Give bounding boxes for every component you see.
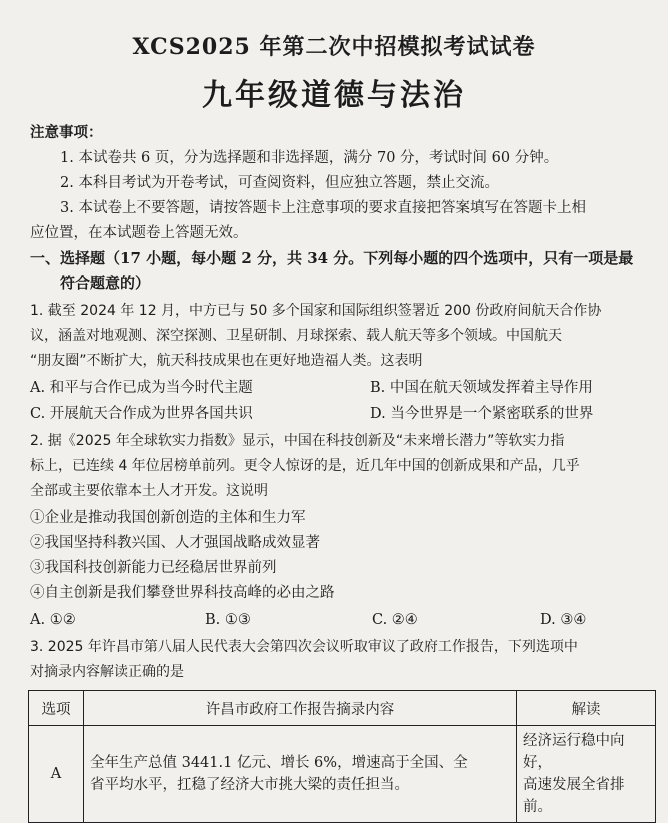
q2-option-b: B. ①③ xyxy=(205,612,251,628)
q3-table xyxy=(28,690,656,823)
q2-stem-line-3: 全部或主要依靠本土人才开发。这说明 xyxy=(30,483,268,499)
section-heading: 一、选择题（17 小题，每小题 2 分，共 34 分。下列每小题的四个选项中，只有一项是最 xyxy=(30,249,634,267)
notes-item-3: 3. 本试卷上不要答题，请按答题卡上注意事项的要求直接把答案填写在答题卡上相 xyxy=(60,200,586,216)
table-row-content xyxy=(84,726,517,823)
q3-stem-line-2: 对摘录内容解读正确的是 xyxy=(30,664,184,680)
table-row-content-line-2: 省平均水平，扛稳了经济大市挑大梁的责任担当。 xyxy=(90,777,409,793)
q1-stem-line-2: 议，涵盖对地观测、深空探测、卫星研制、月球探索、载人航天等多个领域。中国航天 xyxy=(30,328,562,344)
table-header-option: 选项 xyxy=(29,691,84,726)
q2-option-d: D. ③④ xyxy=(540,612,587,628)
q1-option-a: A. 和平与合作已成为当今时代主题 xyxy=(30,380,253,396)
table-row-interp-line-2: 高速发展全省排前。 xyxy=(523,777,625,815)
table-header-content: 许昌市政府工作报告摘录内容 xyxy=(84,691,517,726)
table-row-label: A xyxy=(29,726,84,823)
q2-statement-3: ③我国科技创新能力已经稳居世界前列 xyxy=(30,560,277,576)
notes-item-2: 2. 本科目考试为开卷考试，可查阅资料，但应独立答题，禁止交流。 xyxy=(60,175,499,191)
q1-stem-line-1: 1. 截至 2024 年 12 月，中方已与 50 多个国家和国际组织签署近 200 份政府间航天合作协 xyxy=(30,303,602,319)
q1-option-b: B. 中国在航天领域发挥着主导作用 xyxy=(370,380,593,396)
table-header-row xyxy=(29,691,656,726)
subject-title: 九年级道德与法治 xyxy=(202,78,466,113)
table-row-interpretation xyxy=(517,726,656,823)
q1-stem-line-3: “朋友圈”不断扩大，航天科技成果也在更好地造福人类。这表明 xyxy=(30,353,423,369)
q2-statement-2: ②我国坚持科教兴国、人才强国战略成效显著 xyxy=(30,535,320,551)
table-header-interpretation: 解读 xyxy=(517,691,656,726)
table-row xyxy=(29,726,656,823)
table-row-content-line-1: 全年生产总值 3441.1 亿元、增长 6%，增速高于全国、全 xyxy=(90,755,468,771)
q2-stem-line-1: 2. 据《2025 年全球软实力指数》显示，中国在科技创新及“未来增长潜力”等软实力指 xyxy=(30,433,565,449)
q2-option-c: C. ②④ xyxy=(372,612,418,628)
section-heading-cont: 符合题意的） xyxy=(60,274,151,292)
q2-statement-4: ④自主创新是我们攀登世界科技高峰的必由之路 xyxy=(30,585,335,601)
q1-option-d: D. 当今世界是一个紧密联系的世界 xyxy=(370,406,594,422)
q3-stem-line-1: 3. 2025 年许昌市第八届人民代表大会第四次会议听取审议了政府工作报告，下列选项中 xyxy=(30,639,578,655)
table-row-interp-line-1: 经济运行稳中向好， xyxy=(523,733,625,771)
q2-option-a: A. ①② xyxy=(30,612,76,628)
q1-option-c: C. 开展航天合作成为世界各国共识 xyxy=(30,406,253,422)
q2-stem-line-2: 标上，已连续 4 年位居榜单前列。更令人惊讶的是，近几年中国的创新成果和产品，几乎 xyxy=(30,458,580,474)
notes-item-3-cont: 应位置，在本试题卷上答题无效。 xyxy=(30,225,248,241)
exam-title: XCS2025 年第二次中招模拟考试试卷 xyxy=(132,34,536,60)
notes-heading: 注意事项： xyxy=(30,124,103,141)
q2-statement-1: ①企业是推动我国创新创造的主体和生力军 xyxy=(30,510,306,526)
notes-item-1: 1. 本试卷共 6 页，分为选择题和非选择题，满分 70 分，考试时间 60 分钟。 xyxy=(60,150,559,166)
